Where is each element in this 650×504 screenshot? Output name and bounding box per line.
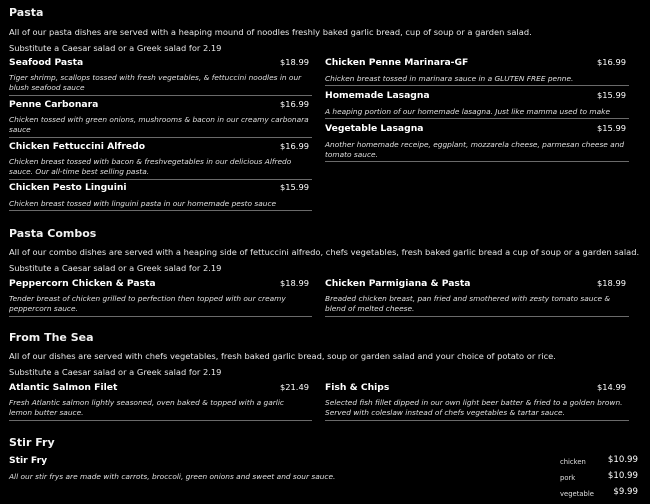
price-option bbox=[560, 487, 640, 501]
section-title-combos: Pasta Combos bbox=[9, 227, 97, 240]
item-name: Seafood Pasta bbox=[9, 57, 84, 68]
item-name: Chicken Parmigiana & Pasta bbox=[325, 278, 471, 289]
menu-item bbox=[325, 278, 629, 317]
item-name: Fish & Chips bbox=[325, 382, 390, 393]
option-name: pork bbox=[560, 474, 576, 482]
menu-item bbox=[9, 99, 312, 138]
item-description: Chicken breast tossed with linguini pasta in our homemade pesto sauce bbox=[9, 199, 277, 208]
option-price: $10.99 bbox=[607, 471, 638, 481]
item-name: Peppercorn Chicken & Pasta bbox=[9, 278, 156, 289]
item-price: $14.99 bbox=[596, 382, 626, 392]
menu-item bbox=[325, 90, 629, 119]
item-price: $16.99 bbox=[279, 99, 309, 109]
option-price: $10.99 bbox=[607, 455, 638, 465]
option-price: $9.99 bbox=[613, 487, 638, 497]
sea-intro: All of our dishes are served with chefs vegetables, fresh baked garlic bread, soup or garden salad and your choice of potato or rice. bbox=[9, 351, 556, 361]
item-price: $18.99 bbox=[279, 278, 309, 288]
item-description: Selected fish fillet dipped in our own light beer batter & fried to a golden brown. Served with coleslaw instead of chefs vegetables & tartar sauce. bbox=[325, 398, 623, 417]
item-description: Chicken tossed with green onions, mushrooms & bacon in our creamy carbonara sauce bbox=[9, 115, 309, 134]
option-name: vegetable bbox=[560, 490, 594, 498]
item-name: Chicken Fettuccini Alfredo bbox=[9, 141, 146, 152]
item-description: Tender breast of chicken grilled to perfection then topped with our creamy peppercorn sauce. bbox=[9, 294, 286, 313]
item-name: Stir Fry bbox=[9, 455, 48, 466]
option-name: chicken bbox=[560, 458, 586, 466]
combos-intro: All of our combo dishes are served with a heaping side of fettuccini alfredo, chefs vegetables, fresh baked garlic bread a cup of soup or a garden salad. bbox=[9, 247, 640, 257]
menu-item bbox=[325, 382, 629, 421]
item-price: $18.99 bbox=[596, 278, 626, 288]
price-option bbox=[560, 455, 640, 469]
item-price: $15.99 bbox=[596, 90, 626, 100]
section-title-sea: From The Sea bbox=[9, 331, 94, 344]
price-option bbox=[560, 471, 640, 485]
menu-item bbox=[9, 57, 312, 96]
menu-item bbox=[325, 123, 629, 162]
item-price: $21.49 bbox=[279, 382, 309, 392]
menu-item bbox=[325, 57, 629, 86]
section-title-pasta: Pasta bbox=[9, 6, 44, 19]
item-description: Fresh Atlantic salmon lightly seasoned, oven baked & topped with a garlic lemon butter sauce. bbox=[9, 398, 284, 417]
item-description: Another homemade receipe, eggplant, mozzarela cheese, parmesan cheese and tomato sauce. bbox=[325, 140, 625, 159]
item-description: Tiger shrimp, scallops tossed with fresh vegetables, & fettuccini noodles in our blush seafood sauce bbox=[9, 73, 302, 92]
item-price: $18.99 bbox=[279, 57, 309, 67]
pasta-intro: All of our pasta dishes are served with a heaping mound of noodles freshly baked garlic bread, cup of soup or a garden salad. bbox=[9, 27, 532, 37]
item-name: Homemade Lasagna bbox=[325, 90, 430, 101]
item-description: A heaping portion of our homemade lasagna. Just like mamma used to make bbox=[325, 107, 610, 116]
combos-substitute: Substitute a Caesar salad or a Greek salad for 2.19 bbox=[9, 263, 222, 273]
item-price: $16.99 bbox=[596, 57, 626, 67]
pasta-substitute: Substitute a Caesar salad or a Greek salad for 2.19 bbox=[9, 43, 222, 53]
sea-substitute: Substitute a Caesar salad or a Greek salad for 2.19 bbox=[9, 367, 222, 377]
item-description: Chicken breast tossed in marinara sauce in a GLUTEN FREE penne. bbox=[325, 74, 574, 83]
item-price: $16.99 bbox=[279, 141, 309, 151]
item-description: Chicken breast tossed with bacon & freshvegetables in our delicious Alfredo sauce. Our all-time best selling pasta. bbox=[9, 157, 292, 176]
item-description: All our stir frys are made with carrots, broccoli, green onions and sweet and sour sauce. bbox=[9, 472, 336, 481]
item-name: Chicken Penne Marinara-GF bbox=[325, 57, 469, 68]
menu-item bbox=[9, 278, 312, 317]
menu-item bbox=[9, 141, 312, 180]
section-title-stirfry: Stir Fry bbox=[9, 436, 55, 449]
item-name: Chicken Pesto Linguini bbox=[9, 182, 127, 193]
item-description: Breaded chicken breast, pan fried and smothered with zesty tomato sauce & blend of melted cheese. bbox=[325, 294, 611, 313]
item-name: Atlantic Salmon Filet bbox=[9, 382, 118, 393]
item-price: $15.99 bbox=[279, 182, 309, 192]
item-price: $15.99 bbox=[596, 123, 626, 133]
menu-item bbox=[9, 382, 312, 421]
item-name: Penne Carbonara bbox=[9, 99, 99, 110]
item-name: Vegetable Lasagna bbox=[325, 123, 424, 134]
menu-item bbox=[9, 182, 312, 211]
